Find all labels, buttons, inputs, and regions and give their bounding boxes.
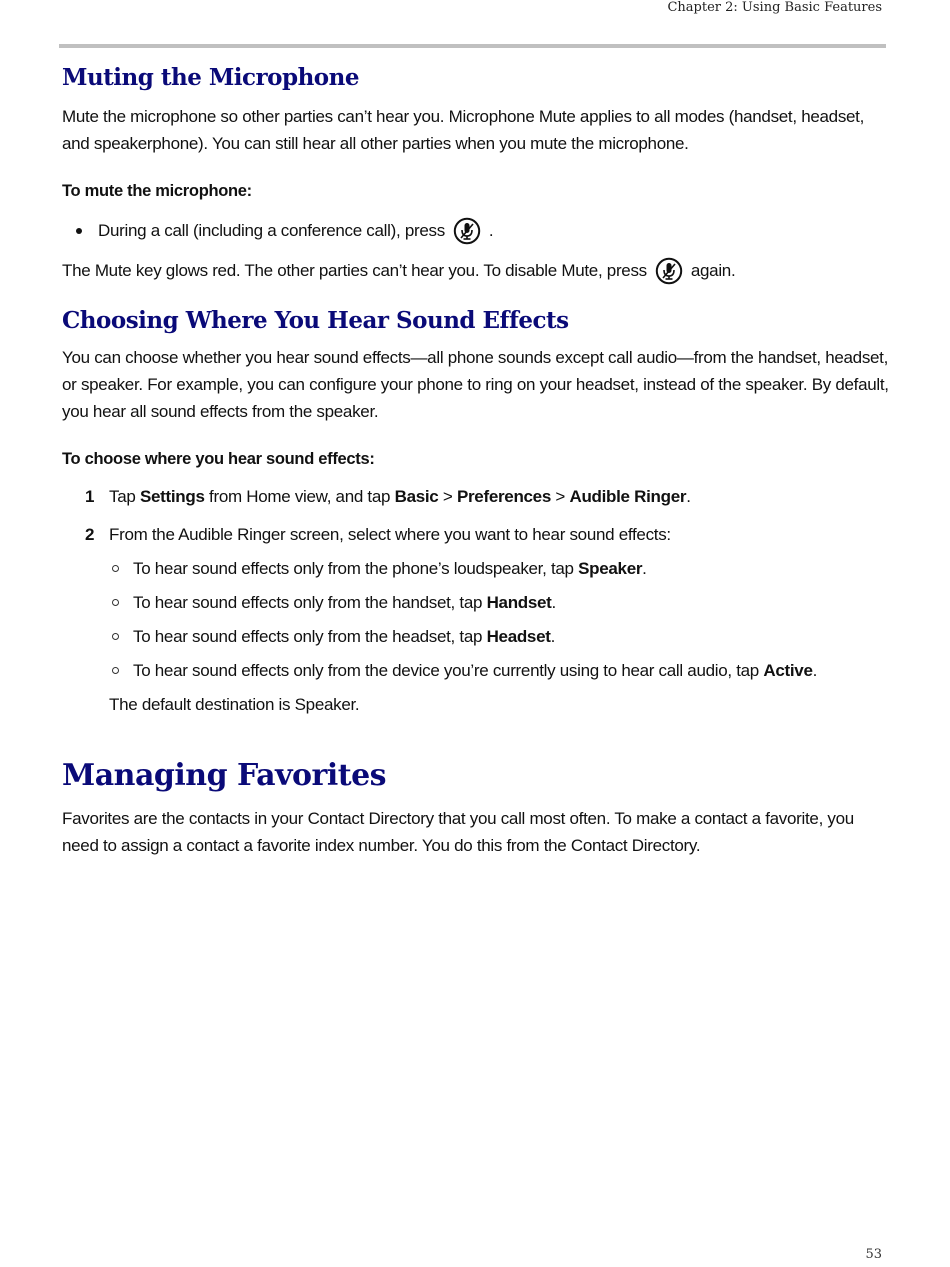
option-item: To hear sound effects only from the headset, tap Headset. [109,623,892,650]
option-item: To hear sound effects only from the handset, tap Handset. [109,589,892,616]
mute-key-icon [453,217,481,245]
mute-bullet [62,217,892,245]
mute-key-icon [655,257,683,285]
mute-bullet-end: . [488,221,494,240]
step-text: Tap Settings from Home view, and tap Basic > Preferences > Audible Ringer. [109,487,691,506]
sound-effects-intro: You can choose whether you hear sound effects—all phone sounds except call audio—from the handset, headset, or speaker. For example, you can configure your phone to ring on your headset, instead of the speaker. By default, you hear all sound effects from the speaker. [62,348,889,421]
favorites-intro: Favorites are the contacts in your Contact Directory that you call most often. To make a contact a favorite, you need to assign a contact a favorite index number. You do this from the Contact Directory. [62,809,854,855]
default-note: The default destination is Speaker. [109,695,360,714]
sound-options-list [62,555,892,718]
mute-intro: Mute the microphone so other parties can’t hear you. Microphone Mute applies to all modes (handset, headset, and speakerphone). You can still hear all other parties when you mute the microphone. [62,107,865,153]
circle-bullet [112,633,119,640]
step-1 [62,483,892,510]
mute-procedure-title: To mute the microphone: [62,182,252,200]
bullet-dot [76,228,82,234]
step-number: 1 [85,487,95,506]
sound-effects-procedure-title: To choose where you hear sound effects: [62,450,375,468]
step-2 [62,521,892,548]
circle-bullet [112,565,119,572]
step-number: 2 [85,525,95,544]
circle-bullet [112,667,119,674]
sound-effects-steps [62,483,892,548]
step-text: From the Audible Ringer screen, select where you want to hear sound effects: [109,525,671,544]
mute-result-end: again. [690,261,736,280]
mute-bullet-text: During a call (including a conference call), press [98,221,445,240]
page-number: 53 [865,1247,882,1262]
header-rule [59,44,886,48]
option-item: To hear sound effects only from the phone’s loudspeaker, tap Speaker. [109,555,892,582]
option-item: To hear sound effects only from the device you’re currently using to hear call audio, tap Active. [109,657,892,684]
mute-result [62,257,892,285]
mute-result-text: The Mute key glows red. The other parties can’t hear you. To disable Mute, press [62,261,647,280]
page-content [62,58,892,859]
heading-sound-effects: Choosing Where You Hear Sound Effects [62,307,569,334]
heading-muting-microphone: Muting the Microphone [62,64,360,91]
running-header: Chapter 2: Using Basic Features [667,0,882,15]
circle-bullet [112,599,119,606]
heading-managing-favorites: Managing Favorites [62,758,387,793]
